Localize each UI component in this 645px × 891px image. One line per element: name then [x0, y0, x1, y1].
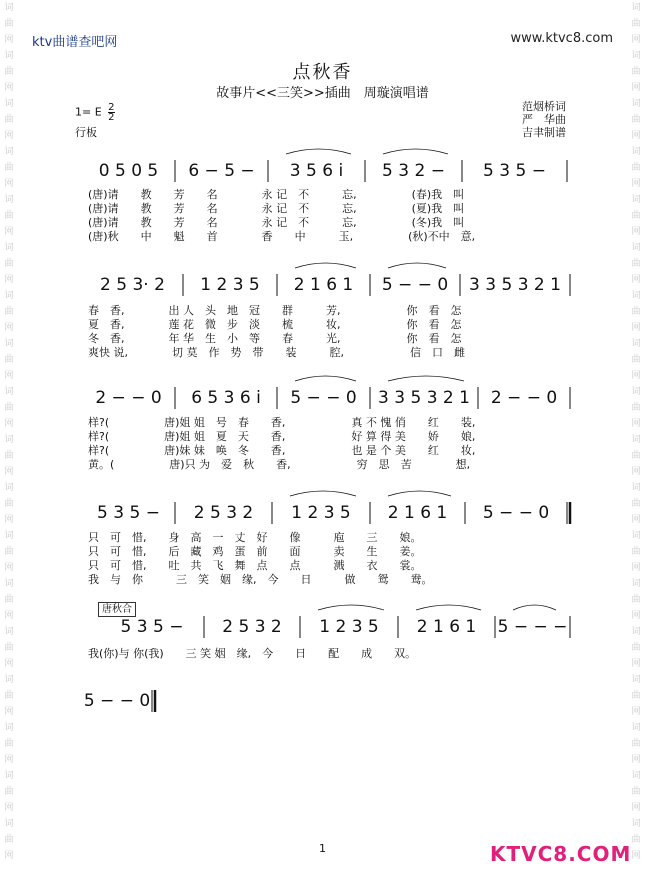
slur	[388, 491, 451, 496]
slur	[388, 263, 446, 268]
slur	[388, 376, 464, 381]
slur	[290, 491, 356, 496]
staff-system	[88, 149, 567, 243]
site-name-left[interactable]: ktv曲谱查吧网	[32, 35, 118, 50]
measure-notes: 1 2 3 5	[291, 503, 351, 523]
watermark-left: 词曲网词曲网词曲网词曲网词曲网词曲网词曲网词曲网词曲网词曲网词曲网词曲网词曲网词曲网词曲网词曲网词曲网词曲网	[4, 3, 14, 861]
lyric-line: 只 可 惜, 吐 共 飞 舞 点 点 溅 衣 裳。	[88, 559, 422, 572]
measure-notes: 2 − − 0	[95, 388, 162, 408]
measure-notes: 3 3 5 3 2 1	[378, 388, 470, 408]
slur	[513, 605, 556, 610]
lyric-line: (唐)请 教 芳 名 永 记 不 忘, (夏)我 叫	[88, 202, 465, 215]
chorus-label: 唐秋合	[98, 602, 136, 617]
composer-credit: 严 华曲	[522, 113, 566, 126]
slur	[318, 605, 384, 610]
measure-notes: 5 − − −	[497, 617, 568, 637]
lyric-line: 我(你)与 你(我) 三 笑 姻 缘, 今 日 配 成 双。	[88, 647, 417, 660]
lyric-line: 只 可 惜, 身 高 一 丈 好 像 庖 三 娘。	[88, 531, 422, 544]
footer-logo: KTVC8.COM	[490, 842, 632, 866]
measure-notes: 5 3 5 −	[483, 161, 546, 181]
lyric-line: 样?( 唐)姐 姐 夏 天 香, 好 算 得 美 娇 娘,	[88, 430, 476, 443]
lyric-line: 只 可 惜, 后 藏 鸡 蛋 前 面 卖 生 姜。	[88, 545, 422, 558]
tempo-marking: 行板	[75, 126, 97, 139]
measure-notes: 6 − 5 −	[188, 161, 255, 181]
lyric-line: 样?( 唐)姐 姐 号 春 香, 真 不 愧 俏 红 装,	[88, 416, 476, 429]
lyric-line: 我 与 你 三 笑 姻 缘, 今 日 做 鸳 鸯。	[88, 573, 433, 586]
staff-system	[88, 605, 570, 660]
arranger-credit: 吉聿制谱	[522, 126, 566, 139]
measure-notes: 2 1 6 1	[387, 503, 448, 523]
lyric-line: (唐)请 教 芳 名 永 记 不 忘, (春)我 叫	[88, 188, 465, 201]
measure-notes: 2 5 3 2	[193, 503, 254, 523]
lyric-line: (唐)秋 中 魁 首 香 中 玉, (秋)不中 意,	[88, 230, 476, 243]
measure-notes: 3 3 5 3 2 1	[469, 275, 561, 295]
slur	[383, 149, 448, 154]
measure-notes: 1 2 3 5	[200, 275, 260, 295]
measure-notes: 3 5 6 i	[289, 161, 344, 181]
slur	[286, 149, 351, 154]
measure-notes: 2 1 6 1	[293, 275, 354, 295]
time-signature: $\frac{2}{2}$	[108, 102, 115, 123]
measure-notes: 5 − − 0	[482, 503, 550, 523]
lyric-line: 样?( 唐)妹 妹 唤 冬 香, 也 是 个 美 红 妆,	[88, 444, 476, 457]
measure-notes: 5 − − 0	[83, 691, 151, 711]
staff-system	[84, 690, 155, 712]
measure-notes: 2 5 3· 2	[100, 275, 165, 295]
measure-notes: 2 − − 0	[490, 388, 558, 408]
measure-notes: 5 3 2 −	[382, 161, 445, 181]
measure-notes: 1 2 3 5	[319, 617, 379, 637]
lyric-line: 爽快 说, 切 莫 作 势 带 装 腔, 信 口 雌	[88, 346, 465, 359]
page-number: 1	[319, 842, 326, 855]
measure-notes: 5 − − 0	[381, 275, 449, 295]
lyric-line: 春 香, 出 人 头 地 冠 群 芳, 你 看 怎	[88, 304, 462, 317]
slur	[295, 263, 356, 268]
staff-system	[88, 491, 570, 586]
site-url-right[interactable]: www.ktvc8.com	[510, 31, 613, 46]
measure-notes: 2 1 6 1	[416, 617, 477, 637]
lyric-line: (唐)请 教 芳 名 永 记 不 忘, (冬)我 叫	[88, 216, 465, 229]
staff-system	[88, 263, 570, 359]
watermark-right: 词曲网词曲网词曲网词曲网词曲网词曲网词曲网词曲网词曲网词曲网词曲网词曲网词曲网词曲网词曲网词曲网词曲网词曲网	[631, 3, 641, 861]
measure-notes: 5 3 5 −	[120, 617, 184, 637]
measure-notes: 5 3 5 −	[97, 503, 160, 523]
song-title: 点秋香	[292, 62, 353, 83]
lyric-line: 夏 香, 莲 花 微 步 淡 梳 妆, 你 看 怎	[88, 318, 462, 331]
lyricist-credit: 范烟桥词	[522, 100, 566, 113]
lyric-line: 冬 香, 年 华 生 小 等 春 光, 你 看 怎	[88, 332, 462, 345]
measure-notes: 2 5 3 2	[222, 617, 282, 637]
slur	[416, 605, 481, 610]
measure-notes: 5 − − 0	[290, 388, 357, 408]
staff-system	[88, 376, 570, 471]
measure-notes: 6 5 3 6 i	[191, 388, 261, 408]
lyric-line: 黄。( 唐)只 为 爱 秋 香, 穷 思 苦 想,	[88, 458, 471, 471]
slur	[295, 376, 356, 381]
measure-notes: 0 5 0 5	[98, 161, 159, 181]
key-label: 1= E	[75, 105, 102, 119]
song-subtitle: 故事片<<三笑>>插曲 周璇演唱谱	[216, 86, 429, 101]
